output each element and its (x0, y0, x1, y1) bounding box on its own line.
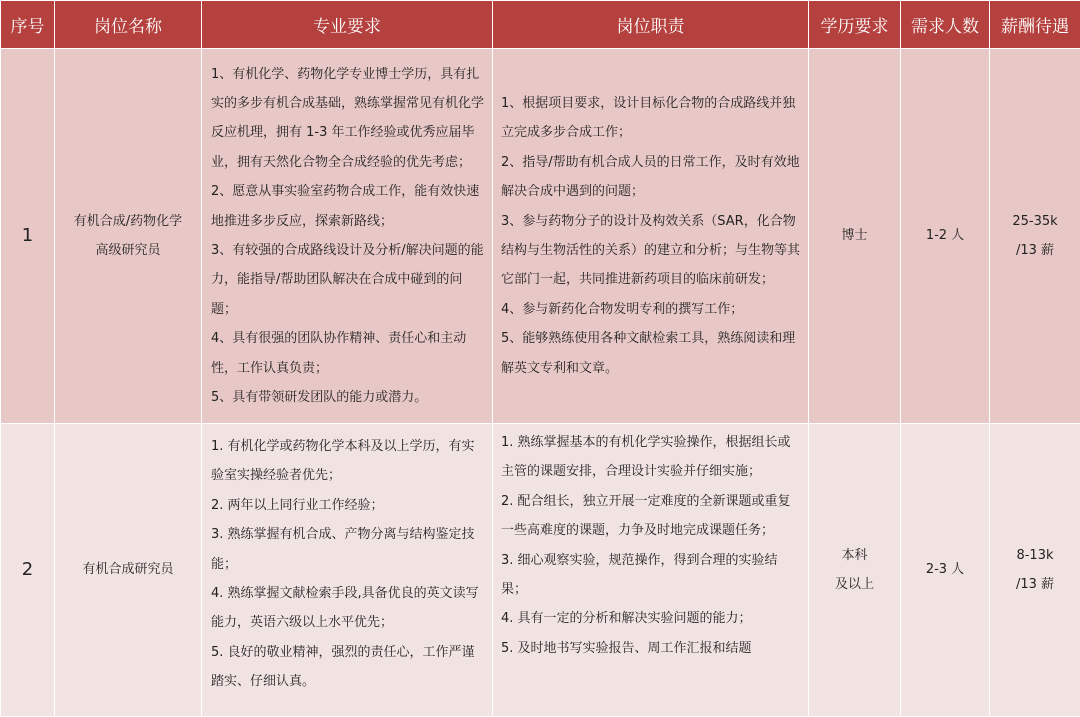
requirement-item: 5、具有带领研发团队的能力或潜力。 (211, 383, 486, 412)
salary-line: 8-13k (990, 541, 1080, 570)
table-row (1, 49, 1080, 424)
education-line: 及以上 (809, 570, 900, 599)
duty-item: 2. 配合组长，独立开展一定难度的全新课题或重复一些高难度的课题，力争及时地完成课题任务； (501, 487, 800, 546)
header-duties: 岗位职责 (493, 1, 809, 49)
header-salary: 薪酬待遇 (990, 1, 1080, 49)
requirement-item: 1、有机化学、药物化学专业博士学历，具有扎实的多步有机合成基础，熟练掌握常见有机化学反应机理，拥有 1-3 年工作经验或优秀应届毕业，拥有天然化合物全合成经验的优先考虑； (211, 60, 486, 178)
requirement-item: 2、愿意从事实验室药物合成工作，能有效快速地推进多步反应，探索新路线； (211, 177, 486, 236)
row-education (809, 424, 901, 717)
duty-item: 2、指导/帮助有机合成人员的日常工作，及时有效地解决合成中遇到的问题； (501, 148, 800, 207)
row-index: 1 (1, 49, 55, 424)
header-row (1, 1, 1080, 49)
row-education (809, 49, 901, 424)
title-line: 有机合成/药物化学 (55, 207, 201, 236)
header-education: 学历要求 (809, 1, 901, 49)
table-row (1, 424, 1080, 717)
duty-item: 4、参与新药化合物发明专利的撰写工作； (501, 295, 800, 324)
row-salary (990, 424, 1080, 717)
education-line: 本科 (809, 541, 900, 570)
requirement-item: 4、具有很强的团队协作精神、责任心和主动性，工作认真负责； (211, 324, 486, 383)
duty-item: 3、参与药物分子的设计及构效关系（SAR，化合物结构与生物活性的关系）的建立和分析；与生物等其它部门一起，共同推进新药项目的临床前研发； (501, 207, 800, 295)
header-headcount: 需求人数 (901, 1, 990, 49)
row-headcount: 1-2 人 (901, 49, 990, 424)
duty-item: 4. 具有一定的分析和解决实验问题的能力； (501, 604, 800, 633)
duty-item: 5、能够熟练使用各种文献检索工具，熟练阅读和理解英文专利和文章。 (501, 324, 800, 383)
requirement-item: 3. 熟练掌握有机合成、产物分离与结构鉴定技能； (211, 520, 486, 579)
row-duties (493, 49, 809, 424)
requirement-item: 2. 两年以上同行业工作经验； (211, 491, 486, 520)
header-title: 岗位名称 (55, 1, 202, 49)
title-line: 高级研究员 (55, 236, 201, 265)
duty-item: 1、根据项目要求，设计目标化合物的合成路线并独立完成多步合成工作； (501, 89, 800, 148)
header-index: 序号 (1, 1, 55, 49)
requirement-item: 4. 熟练掌握文献检索手段,具备优良的英文读写能力，英语六级以上水平优先； (211, 579, 486, 638)
row-salary (990, 49, 1080, 424)
title-line: 有机合成研究员 (55, 555, 201, 584)
duty-item: 5. 及时地书写实验报告、周工作汇报和结题 (501, 634, 800, 663)
requirement-item: 1. 有机化学或药物化学本科及以上学历，有实验室实操经验者优先； (211, 432, 486, 491)
requirement-item: 3、有较强的合成路线设计及分析/解决问题的能力，能指导/帮助团队解决在合成中碰到的问题； (211, 236, 486, 324)
salary-line: /13 薪 (990, 236, 1080, 265)
duty-item: 1. 熟练掌握基本的有机化学实验操作，根据组长或主管的课题安排，合理设计实验并仔细实施； (501, 428, 800, 487)
duty-item: 3. 细心观察实验，规范操作，得到合理的实验结果； (501, 546, 800, 605)
salary-line: 25-35k (990, 207, 1080, 236)
row-duties (493, 424, 809, 717)
salary-line: /13 薪 (990, 570, 1080, 599)
row-requirements (202, 49, 493, 424)
requirement-item: 5. 良好的敬业精神，强烈的责任心，工作严谨踏实、仔细认真。 (211, 638, 486, 697)
row-headcount: 2-3 人 (901, 424, 990, 717)
row-index: 2 (1, 424, 55, 717)
education-line: 博士 (809, 221, 900, 250)
row-title (55, 424, 202, 717)
row-title (55, 49, 202, 424)
row-requirements (202, 424, 493, 717)
header-requirements: 专业要求 (202, 1, 493, 49)
